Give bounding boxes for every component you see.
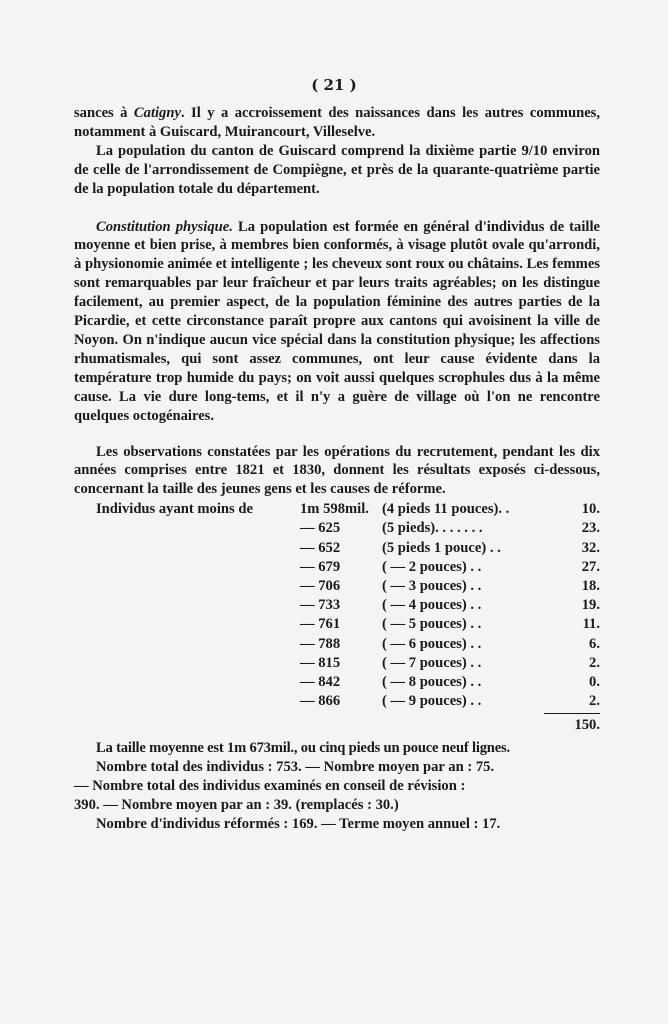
row-size: — 733 (300, 597, 341, 614)
row-size: 1m 598mil. (300, 501, 369, 518)
row-description: ( — 4 pouces) . . (382, 597, 482, 614)
row-description: ( — 8 pouces) . . (382, 673, 482, 690)
row-count: 2. (589, 654, 600, 671)
paragraph-2: La population du canton de Guiscard comprend la dixième partie 9/10 environ de celle de l'arrondissement de Compiègne, et près de la quarante-quatrième partie de la population totale du département. (74, 142, 600, 197)
row-count: 2. (589, 693, 600, 710)
paragraph-3 (74, 218, 600, 426)
table-row (74, 558, 600, 577)
table-row (74, 635, 600, 654)
row-description: (4 pieds 11 pouces). . (382, 501, 510, 518)
row-description: ( — 5 pouces) . . (382, 616, 482, 633)
row-count: 18. (581, 577, 600, 594)
row-size: — 761 (300, 616, 341, 633)
row-size: — 788 (300, 635, 341, 652)
table-row (74, 692, 600, 711)
row-count: 23. (581, 520, 600, 537)
table-row (74, 539, 600, 558)
paragraph-3-body: La population est formée en général d'individus de taille moyenne et bien prise, à membres bien conformés, à visage plutôt ovale qu'arrondi, à physionomie animée et intelligente ; les cheveux sont roux ou châtains. Les femmes sont remarquables par leur fraîcheur et par leurs traits agréables; on les distingue facilement, au premier aspect, de la population féminine des autres parties de la Picardie, et cette circonstance paraît propre aux cantons qui avoisinent la ville de Noyon. On n'indique aucun vice spécial dans la constitution physique; les affections rhumatismales, qui sont assez communes, ont leur cause évidente dans la température trop humide du pays; on voit aussi quelques scrophules dus à la même cause. La vie dure long-tems, et il n'y a guère de village où l'on ne rencontre quelques octogénaires. (74, 218, 600, 424)
paragraph-4: Les observations constatées par les opérations du recrutement, pendant les dix années comprises entre 1821 et 1830, donnent les résultats exposés ci-dessous, concernant la taille des jeunes gens et les causes de réforme. (74, 443, 600, 498)
row-description: ( — 9 pouces) . . (382, 693, 482, 710)
row-count: 10. (581, 501, 600, 518)
row-size: — 679 (300, 558, 341, 575)
height-table (74, 500, 600, 711)
row-count: 32. (581, 539, 600, 556)
row-description: ( — 2 pouces) . . (382, 558, 482, 575)
summary-4: 390. — Nombre moyen par an : 39. (remplacés : 30.) (74, 796, 399, 813)
row-description: (5 pieds 1 pouce) . . (382, 539, 501, 556)
row-description: ( — 7 pouces) . . (382, 654, 482, 671)
row-description: ( — 3 pouces) . . (382, 577, 482, 594)
summary-5: Nombre d'individus réformés : 169. — Terme moyen annuel : 17. (96, 815, 501, 832)
row-size: — 625 (300, 520, 341, 537)
table-row (74, 615, 600, 634)
page-number: ( 21 ) (311, 76, 357, 94)
summary-3: — Nombre total des individus examinés en conseil de révision : (74, 778, 466, 794)
total-value: 150. (544, 713, 600, 735)
table-row (74, 596, 600, 615)
table-row (74, 673, 600, 692)
row-count: 19. (581, 597, 600, 614)
row-description: (5 pieds). . . . . . . (382, 520, 483, 537)
row-size: — 652 (300, 539, 341, 556)
section-heading: Constitution physique. (96, 218, 233, 235)
table-row: Individus ayant moins de 1m 598mil. (4 pieds 11 pouces). . 10. (96, 501, 600, 518)
table-total (74, 713, 600, 735)
row-size: — 842 (300, 673, 341, 690)
row-count: 11. (582, 616, 600, 633)
table-row (74, 519, 600, 538)
paragraph-1: sances à Catigny. Il y a accroissement des naissances dans les autres communes, notamment à Guiscard, Muirancourt, Villeselve. (74, 105, 600, 140)
summary-2: Nombre total des individus : 753. — Nombre moyen par an : 75. (96, 759, 495, 776)
summary-1: La taille moyenne est 1m 673mil., ou cinq pieds un pouce neuf lignes. (96, 740, 510, 757)
row-size: — 706 (300, 577, 341, 594)
table-row (74, 654, 600, 673)
row-count: 6. (589, 635, 600, 652)
page-text (74, 104, 600, 834)
row-description: ( — 6 pouces) . . (382, 635, 482, 652)
row-count: 27. (581, 558, 600, 575)
row-size: — 866 (300, 693, 341, 710)
row-size: — 815 (300, 654, 341, 671)
table-row (74, 577, 600, 596)
row-count: 0. (589, 673, 600, 690)
